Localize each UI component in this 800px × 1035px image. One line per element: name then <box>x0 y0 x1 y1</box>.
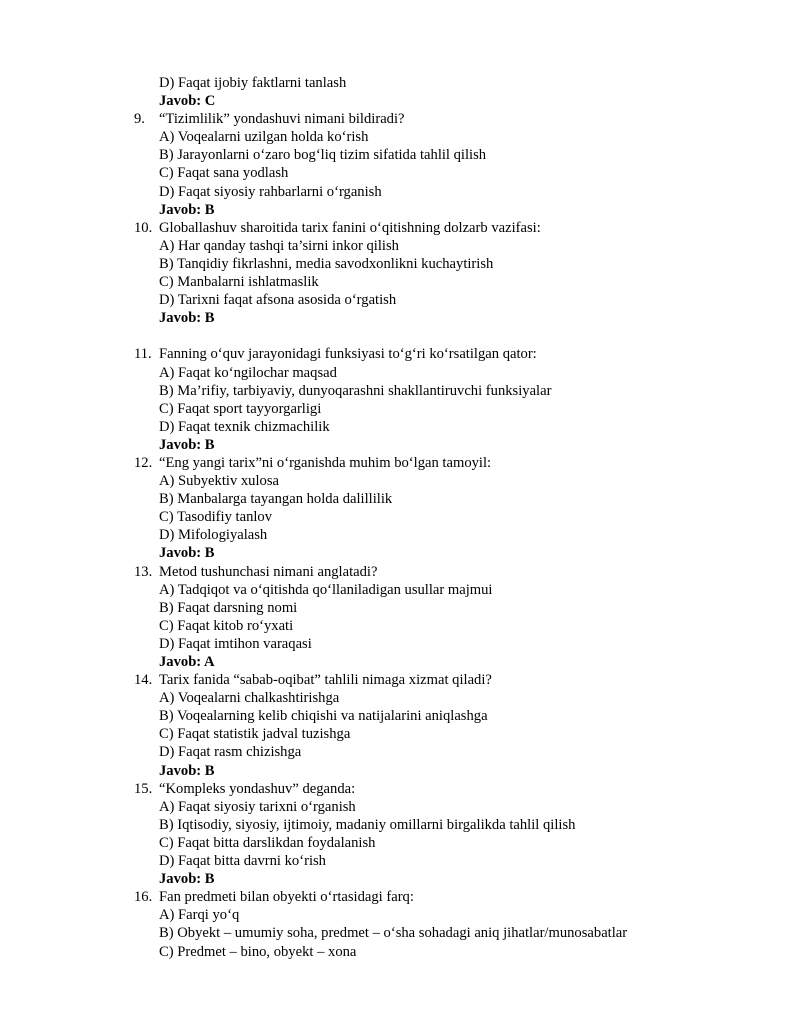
question-line <box>0 671 800 689</box>
question-number: 12. <box>134 454 153 471</box>
option-line: A) Subyektiv xulosa <box>159 473 279 490</box>
blank-line <box>0 327 800 345</box>
answer-line: Javob: B <box>159 201 215 218</box>
answer-line: Javob: B <box>159 310 215 327</box>
option-line: A) Tadqiqot va o‘qitishda qo‘llaniladigan usullar majmui <box>159 581 493 598</box>
option-line: B) Manbalarga tayangan holda dalillilik <box>159 491 393 508</box>
question-line <box>0 780 800 798</box>
option-line: D) Mifologiyalash <box>159 527 268 544</box>
answer-line: Javob: B <box>159 871 215 888</box>
option-line: B) Jarayonlarni o‘zaro bog‘liq tizim sifatida tahlil qilish <box>159 147 487 164</box>
answer-line: Javob: B <box>159 545 215 562</box>
option-line: B) Iqtisodiy, siyosiy, ijtimoiy, madaniy omillarni birgalikda tahlil qilish <box>159 816 576 833</box>
question-line <box>0 219 800 237</box>
question-number: 16. <box>134 889 153 906</box>
question-number: 13. <box>134 563 153 580</box>
option-line: D) Faqat rasm chizishga <box>159 744 302 761</box>
option-line: C) Faqat kitob ro‘yxati <box>159 617 294 634</box>
option-line: A) Faqat ko‘ngilochar maqsad <box>159 364 337 381</box>
option-line: D) Faqat imtihon varaqasi <box>159 635 312 652</box>
question-number: 14. <box>134 672 153 689</box>
question-text: Metod tushunchasi nimani anglatadi? <box>159 563 378 580</box>
question-text: Fan predmeti bilan obyekti o‘rtasidagi farq: <box>159 889 414 906</box>
question-line <box>0 454 800 472</box>
answer-line: Javob: B <box>159 436 215 453</box>
option-line: C) Tasodifiy tanlov <box>159 509 273 526</box>
option-line: B) Faqat darsning nomi <box>159 599 298 616</box>
answer-line: Javob: C <box>159 93 216 110</box>
option-line: A) Voqealarni chalkashtirishga <box>159 690 340 707</box>
question-line <box>0 110 800 128</box>
option-line: D) Tarixni faqat afsona asosida o‘rgatish <box>159 292 397 309</box>
document-page <box>0 74 800 961</box>
option-line: B) Voqealarning kelib chiqishi va natijalarini aniqlashga <box>159 708 488 725</box>
question-number: 11. <box>134 346 152 363</box>
option-line: C) Faqat sana yodlash <box>159 165 289 182</box>
option-line: C) Faqat statistik jadval tuzishga <box>159 726 351 743</box>
option-line: C) Faqat sport tayyorgarligi <box>159 400 322 417</box>
question-line <box>0 345 800 363</box>
option-line: B) Tanqidiy fikrlashni, media savodxonlikni kuchaytirish <box>159 255 494 272</box>
answer-line: Javob: B <box>159 762 215 779</box>
option-line: D) Faqat ijobiy faktlarni tanlash <box>159 75 347 91</box>
question-number: 10. <box>134 219 153 236</box>
option-line: C) Faqat bitta darslikdan foydalanish <box>159 834 376 851</box>
answer-line: Javob: A <box>159 654 215 670</box>
question-line <box>0 888 800 906</box>
question-text: “Tizimlilik” yondashuvi nimani bildiradi? <box>159 111 405 128</box>
option-line: D) Faqat texnik chizmachilik <box>159 418 330 435</box>
option-line: C) Manbalarni ishlatmaslik <box>159 274 319 291</box>
option-line: A) Har qanday tashqi ta’sirni inkor qilish <box>159 237 399 254</box>
question-number: 15. <box>134 780 153 797</box>
option-line: B) Ma’rifiy, tarbiyaviy, dunyoqarashni shakllantiruvchi funksiyalar <box>159 382 552 399</box>
option-line: D) Faqat siyosiy rahbarlarni o‘rganish <box>159 183 382 200</box>
question-line <box>0 563 800 581</box>
option-line: A) Faqat siyosiy tarixni o‘rganish <box>159 798 356 815</box>
question-text: Fanning o‘quv jarayonidagi funksiyasi to‘g‘ri ko‘rsatilgan qator: <box>159 346 537 363</box>
option-line: B) Obyekt – umumiy soha, predmet – o‘sha sohadagi aniq jihatlar/munosabatlar <box>159 925 628 942</box>
question-text: “Kompleks yondashuv” deganda: <box>159 780 356 797</box>
option-line: D) Faqat bitta davrni ko‘rish <box>159 853 326 870</box>
option-line: A) Voqealarni uzilgan holda ko‘rish <box>159 129 369 146</box>
option-line: A) Farqi yo‘q <box>159 907 240 924</box>
question-number: 9. <box>134 111 145 128</box>
question-text: “Eng yangi tarix”ni o‘rganishda muhim bo‘lgan tamoyil: <box>159 454 492 471</box>
question-text: Tarix fanida “sabab-oqibat” tahlili nimaga xizmat qiladi? <box>159 672 492 689</box>
option-line: C) Predmet – bino, obyekt – xona <box>159 943 357 960</box>
question-text: Globallashuv sharoitida tarix fanini o‘qitishning dolzarb vazifasi: <box>159 219 541 236</box>
